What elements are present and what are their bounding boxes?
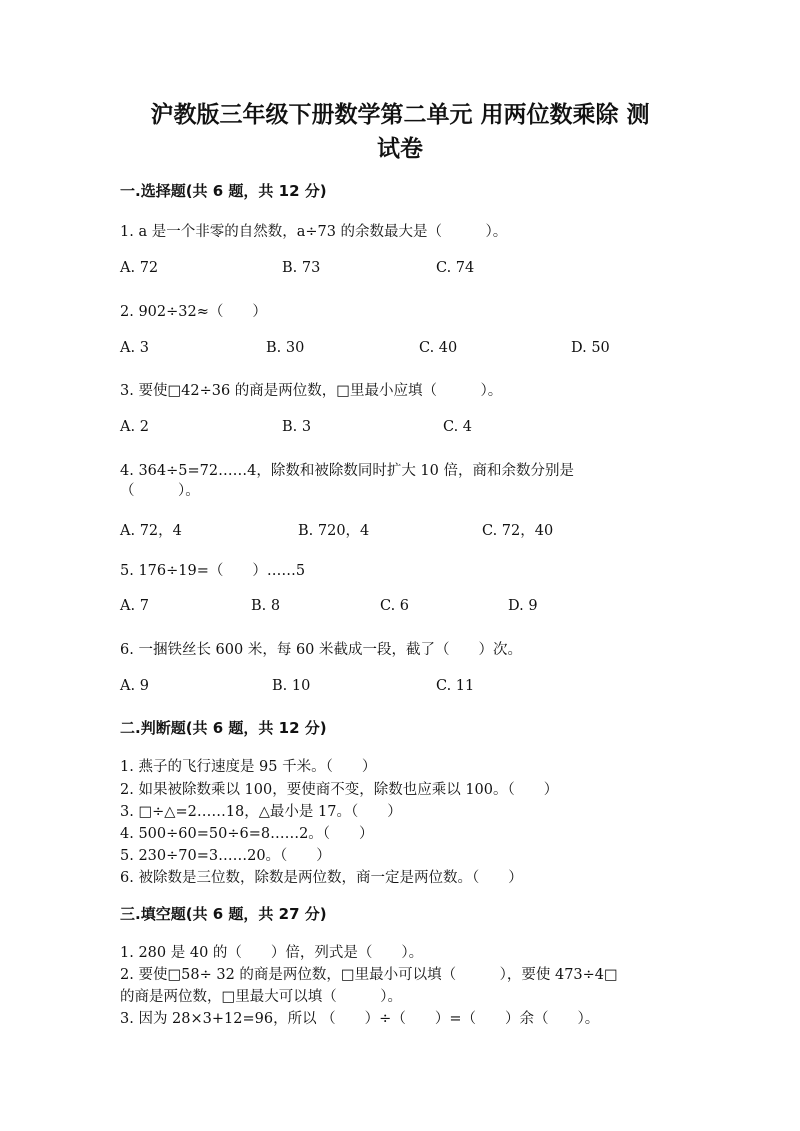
option-c: C. 6 xyxy=(380,598,410,614)
option-b: B. 73 xyxy=(282,260,321,276)
option-a: A. 9 xyxy=(120,678,149,694)
option-b: B. 30 xyxy=(266,340,305,356)
option-b: B. 10 xyxy=(272,678,311,694)
section-heading-choice: 一.选择题(共 6 题，共 12 分) xyxy=(120,182,327,200)
section-heading-judge: 二.判断题(共 6 题，共 12 分) xyxy=(120,719,327,737)
option-c: C. 74 xyxy=(436,260,475,276)
fill-item: 3. 因为 28×3+12=96，所以 （ ）÷（ ）=（ ）余（ ）。 xyxy=(120,1011,600,1027)
option-b: B. 720，4 xyxy=(298,523,370,539)
option-a: A. 72，4 xyxy=(120,523,182,539)
question-text: 6. 一捆铁丝长 600 米，每 60 米截成一段，截了（ ）次。 xyxy=(120,642,523,658)
option-c: C. 72，40 xyxy=(482,523,554,539)
option-b: B. 8 xyxy=(251,598,281,614)
question-text: 3. 要使□42÷36 的商是两位数，□里最小应填（ ）。 xyxy=(120,383,503,399)
option-c: C. 11 xyxy=(436,678,475,694)
section-heading-fill: 三.填空题(共 6 题，共 27 分) xyxy=(120,905,327,923)
judge-item: 6. 被除数是三位数，除数是两位数，商一定是两位数。（ ） xyxy=(120,870,523,886)
option-d: D. 50 xyxy=(571,340,610,356)
page-title-continued: 试卷 xyxy=(377,136,423,162)
option-c: C. 40 xyxy=(419,340,458,356)
option-b: B. 3 xyxy=(282,419,312,435)
question-text-continued: （ ）。 xyxy=(120,483,200,499)
fill-item: 1. 280 是 40 的（ ）倍，列式是（ ）。 xyxy=(120,945,424,961)
judge-item: 4. 500÷60=50÷6=8……2。（ ） xyxy=(120,826,374,842)
option-a: A. 72 xyxy=(120,260,159,276)
question-text: 4. 364÷5=72……4，除数和被除数同时扩大 10 倍，商和余数分别是 xyxy=(120,463,574,479)
question-text: 1. a 是一个非零的自然数，a÷73 的余数最大是（ ）。 xyxy=(120,224,508,240)
option-d: D. 9 xyxy=(508,598,538,614)
fill-item-continued: 的商是两位数，□里最大可以填（ ）。 xyxy=(120,989,402,1005)
judge-item: 1. 燕子的飞行速度是 95 千米。（ ） xyxy=(120,759,377,775)
option-c: C. 4 xyxy=(443,419,473,435)
question-text: 5. 176÷19=（ ）……5 xyxy=(120,563,306,579)
option-a: A. 7 xyxy=(120,598,149,614)
option-a: A. 3 xyxy=(120,340,149,356)
page-title: 沪教版三年级下册数学第二单元 用两位数乘除 测 xyxy=(150,102,650,128)
judge-item: 3. □÷△=2……18，△最小是 17。（ ） xyxy=(120,804,402,820)
option-a: A. 2 xyxy=(120,419,149,435)
fill-item: 2. 要使□58÷ 32 的商是两位数，□里最小可以填（ ），要使 473÷4□ xyxy=(120,967,618,983)
question-text: 2. 902÷32≈（ ） xyxy=(120,304,267,320)
judge-item: 2. 如果被除数乘以 100，要使商不变，除数也应乘以 100。（ ） xyxy=(120,782,559,798)
judge-item: 5. 230÷70=3……20。（ ） xyxy=(120,848,331,864)
